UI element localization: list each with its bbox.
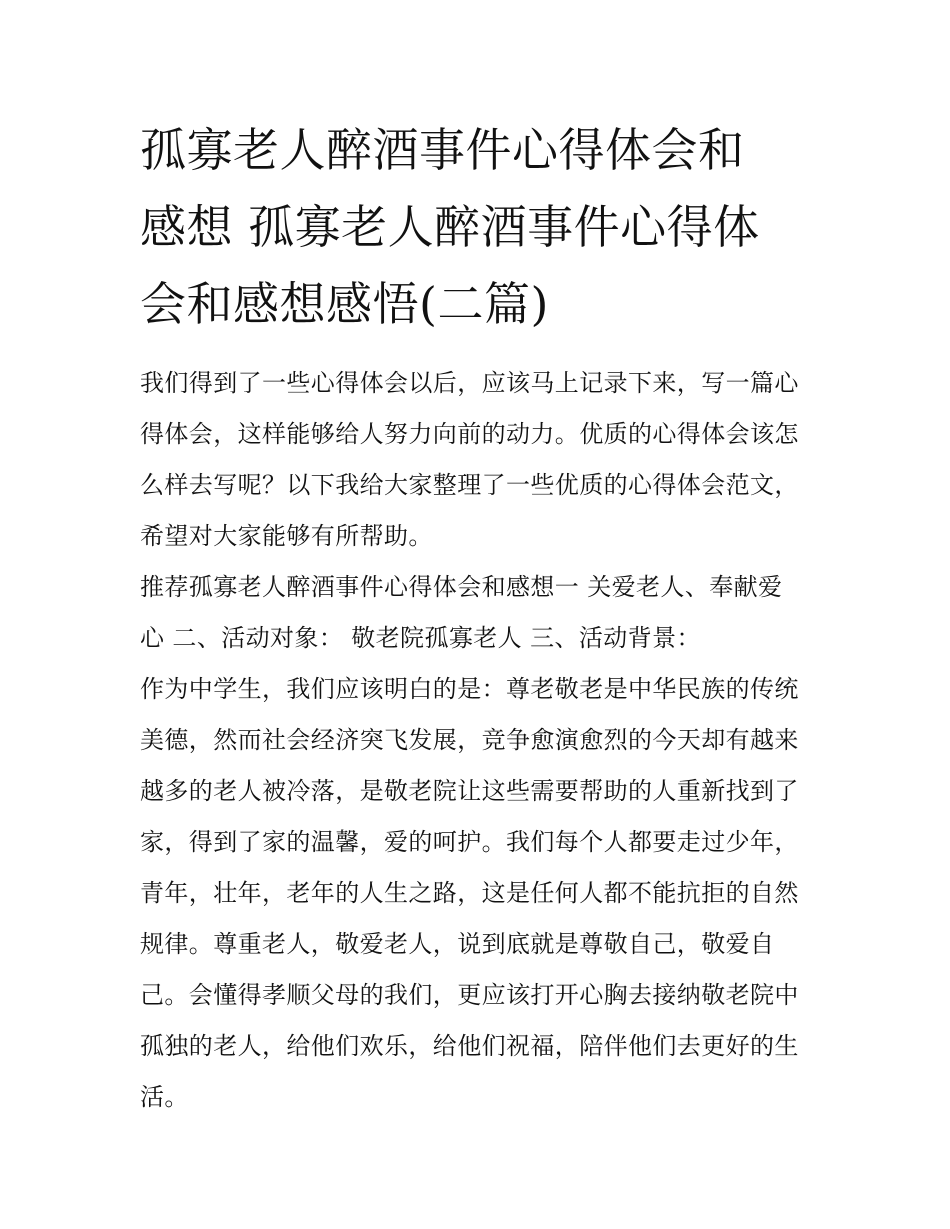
title-line: 会和感想感悟(二篇) bbox=[140, 277, 549, 331]
text-line: 心 二、活动对象： 敬老院孤寡老人 三、活动背景： bbox=[140, 624, 701, 652]
background-paragraph bbox=[140, 664, 812, 1123]
text-line: 孤独的老人，给他们欢乐，给他们祝福，陪伴他们去更好的生 bbox=[140, 1032, 799, 1060]
text-line: 得体会，这样能够给人努力向前的动力。优质的心得体会该怎 bbox=[140, 420, 799, 448]
title-line: 孤寡老人醉酒事件心得体会和 bbox=[140, 123, 745, 177]
text-line: 作为中学生，我们应该明白的是：尊老敬老是中华民族的传统 bbox=[140, 675, 799, 703]
text-line: 规律。尊重老人，敬爱老人，说到底就是尊敬自己，敬爱自 bbox=[140, 930, 775, 958]
text-line: 我们得到了一些心得体会以后，应该马上记录下来，写一篇心 bbox=[140, 369, 799, 397]
text-line: 美德，然而社会经济突飞发展，竞争愈演愈烈的今天却有越来 bbox=[140, 726, 799, 754]
document-page bbox=[140, 112, 812, 1123]
text-line: 希望对大家能够有所帮助。 bbox=[140, 522, 433, 550]
text-line: 活。 bbox=[140, 1083, 189, 1111]
text-line: 家，得到了家的温馨，爱的呵护。我们每个人都要走过少年， bbox=[140, 828, 799, 856]
text-line: 己。会懂得孝顺父母的我们，更应该打开心胸去接纳敬老院中 bbox=[140, 981, 799, 1009]
text-line: 青年，壮年，老年的人生之路，这是任何人都不能抗拒的自然 bbox=[140, 879, 799, 907]
intro-paragraph bbox=[140, 358, 812, 562]
text-line: 推荐孤寡老人醉酒事件心得体会和感想一 关爱老人、奉献爱 bbox=[140, 573, 783, 601]
title-line: 感想 孤寡老人醉酒事件心得体 bbox=[140, 200, 760, 254]
text-line: 么样去写呢？以下我给大家整理了一些优质的心得体会范文， bbox=[140, 471, 799, 499]
document-title bbox=[140, 112, 812, 343]
text-line: 越多的老人被冷落，是敬老院让这些需要帮助的人重新找到了 bbox=[140, 777, 799, 805]
activity-paragraph bbox=[140, 562, 812, 664]
